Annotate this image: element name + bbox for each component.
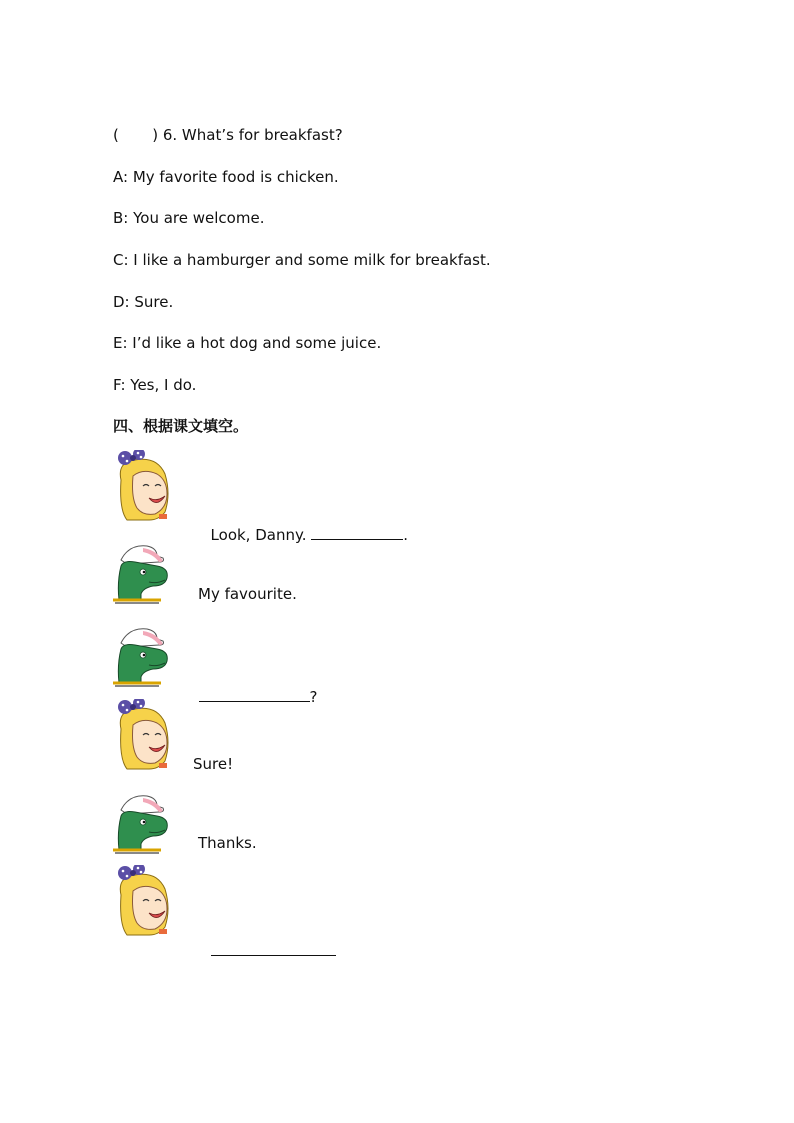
girl-avatar-icon xyxy=(113,699,173,771)
dialogue-text-4: Sure! xyxy=(193,755,234,773)
girl-avatar-icon xyxy=(113,865,173,937)
dinosaur-avatar-icon xyxy=(113,542,173,614)
dialogue-text-1: Look, Danny. xyxy=(210,526,312,544)
option-e: E: I’d like a hot dog and some juice. xyxy=(113,334,382,352)
dialogue-text-5: Thanks. xyxy=(198,834,257,852)
question-text: ( ) 6. What’s for breakfast? xyxy=(113,126,343,144)
dialogue-line-3: ? xyxy=(189,667,318,707)
option-b: B: You are welcome. xyxy=(113,209,265,227)
dialogue-text-2: My favourite. xyxy=(198,585,297,603)
answer-blank-3[interactable] xyxy=(211,941,336,956)
dinosaur-avatar-icon xyxy=(113,625,173,697)
dialogue-line-1: Look, Danny. . xyxy=(210,526,409,544)
dialogue-line-6 xyxy=(201,921,336,961)
answer-blank-2[interactable] xyxy=(199,687,310,702)
dinosaur-avatar-icon xyxy=(113,792,173,864)
option-d: D: Sure. xyxy=(113,293,174,311)
option-a: A: My favorite food is chicken. xyxy=(113,168,339,186)
option-c: C: I like a hamburger and some milk for breakfast. xyxy=(113,251,491,269)
option-f: F: Yes, I do. xyxy=(113,376,197,394)
answer-blank-1[interactable] xyxy=(311,525,403,540)
section-heading: 四、根据课文填空。 xyxy=(113,417,249,435)
girl-avatar-icon xyxy=(113,450,173,522)
